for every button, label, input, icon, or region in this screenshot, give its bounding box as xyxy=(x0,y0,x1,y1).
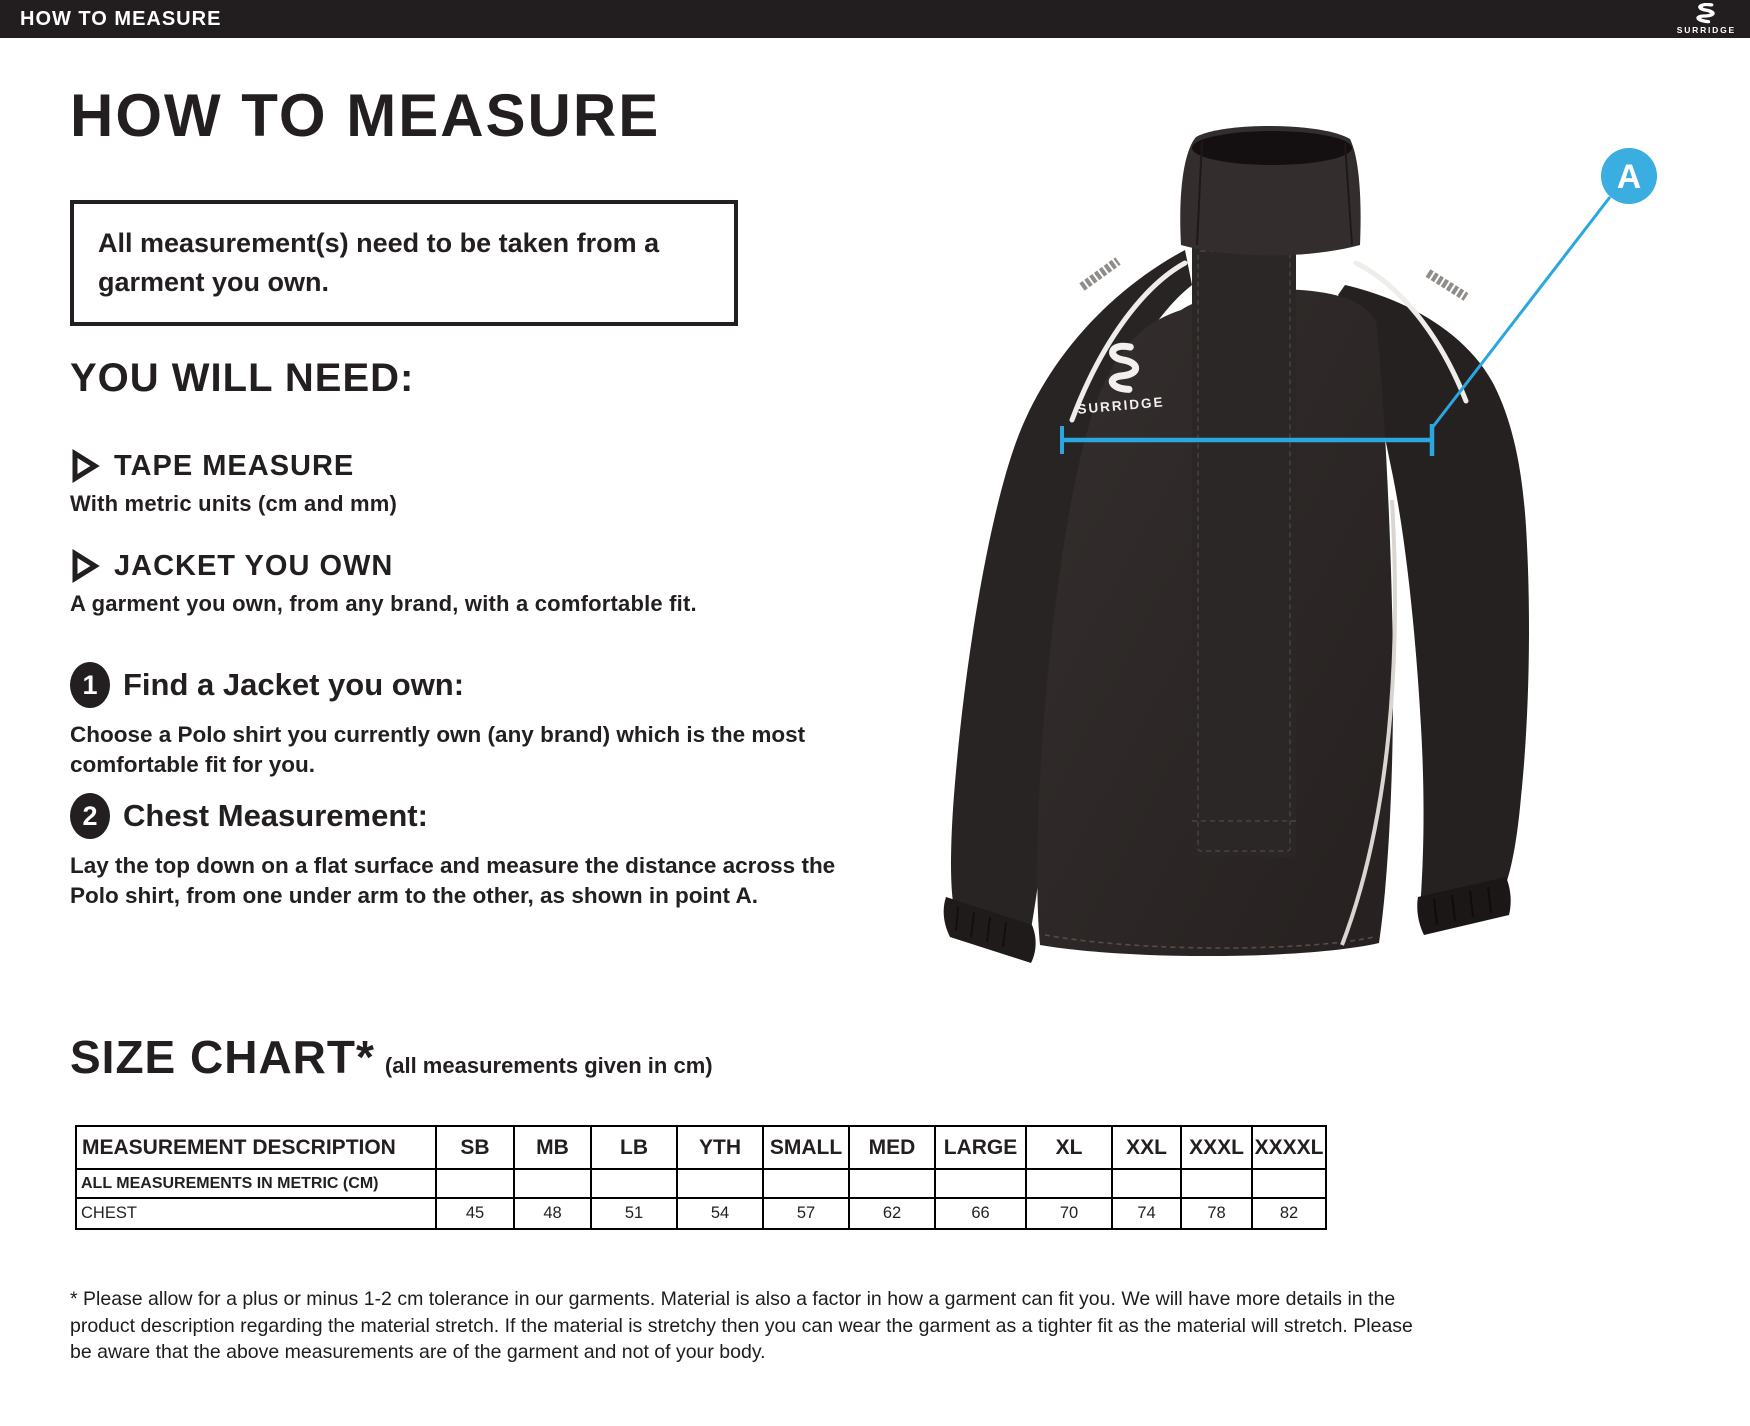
marker-a-label: A xyxy=(1616,158,1642,196)
col-header: XL xyxy=(1026,1126,1112,1169)
size-chart-subtitle: (all measurements given in cm) xyxy=(384,1053,713,1078)
metric-row-label: ALL MEASUREMENTS IN METRIC (CM) xyxy=(76,1169,436,1198)
collar-opening xyxy=(1192,131,1352,165)
value-cell: 54 xyxy=(677,1198,763,1229)
value-cell: 51 xyxy=(591,1198,677,1229)
value-cell: 78 xyxy=(1181,1198,1252,1229)
step-1 xyxy=(70,662,860,780)
empty-cell xyxy=(591,1169,677,1198)
value-cell: 45 xyxy=(436,1198,514,1229)
surridge-wordmark: SURRIDGE xyxy=(1676,25,1736,36)
window-title: HOW TO MEASURE xyxy=(20,7,222,30)
empty-cell xyxy=(436,1169,514,1198)
value-cell: 57 xyxy=(763,1198,849,1229)
table-metric-row xyxy=(76,1169,1326,1198)
surridge-logo xyxy=(1677,3,1736,35)
empty-cell xyxy=(514,1169,591,1198)
table-header-row xyxy=(76,1126,1326,1169)
surridge-s-icon xyxy=(1693,3,1719,25)
zip-placket xyxy=(1192,245,1296,857)
empty-cell xyxy=(935,1169,1026,1198)
notice-text: All measurement(s) need to be taken from a garment you own. xyxy=(98,228,660,298)
step-desc: Lay the top down on a flat surface and measure the distance across the Polo shirt, from one under arm to the other, as shown in point A. xyxy=(70,853,836,908)
need-item-desc: With metric units (cm and mm) xyxy=(70,491,398,516)
row-label: CHEST xyxy=(76,1198,436,1229)
col-header: SMALL xyxy=(763,1126,849,1169)
size-chart-heading xyxy=(70,1030,713,1084)
value-cell: 48 xyxy=(514,1198,591,1229)
value-cell: 66 xyxy=(935,1198,1026,1229)
empty-cell xyxy=(1252,1169,1326,1198)
size-chart-table xyxy=(75,1125,1327,1230)
step-number-badge: 2 xyxy=(70,793,110,839)
need-item-title: JACKET YOU OWN xyxy=(114,549,394,582)
left-reflective-strip xyxy=(1082,261,1118,287)
col-header: MED xyxy=(849,1126,935,1169)
step-title: Chest Measurement: xyxy=(123,798,428,833)
need-item-tape-measure xyxy=(70,448,397,517)
notice-box xyxy=(70,200,738,326)
step-desc: Choose a Polo shirt you currently own (any brand) which is the most comfortable fit for you. xyxy=(70,722,806,777)
col-header: XXXL xyxy=(1181,1126,1252,1169)
col-header: LARGE xyxy=(935,1126,1026,1169)
empty-cell xyxy=(763,1169,849,1198)
col-header: MB xyxy=(514,1126,591,1169)
col-header: YTH xyxy=(677,1126,763,1169)
empty-cell xyxy=(1112,1169,1181,1198)
page-title: HOW TO MEASURE xyxy=(70,82,661,149)
step-title: Find a Jacket you own: xyxy=(123,667,465,702)
right-reflective-strip xyxy=(1428,273,1466,297)
value-cell: 74 xyxy=(1112,1198,1181,1229)
top-bar xyxy=(0,0,1750,38)
step-number-badge: 1 xyxy=(70,662,110,708)
empty-cell xyxy=(1026,1169,1112,1198)
triangle-bullet-icon xyxy=(70,548,100,584)
col-header: XXXXL xyxy=(1252,1126,1326,1169)
jacket-logo-text: SURRIDGE xyxy=(1076,394,1166,417)
step-2 xyxy=(70,793,860,911)
need-item-jacket xyxy=(70,548,697,617)
col-header: MEASUREMENT DESCRIPTION xyxy=(76,1126,436,1169)
size-chart-title: SIZE CHART* xyxy=(70,1031,375,1083)
jacket-diagram xyxy=(840,95,1720,975)
you-will-need-heading: YOU WILL NEED: xyxy=(70,356,415,400)
need-item-desc: A garment you own, from any brand, with a comfortable fit. xyxy=(70,591,697,616)
triangle-bullet-icon xyxy=(70,448,100,484)
col-header: SB xyxy=(436,1126,514,1169)
empty-cell xyxy=(1181,1169,1252,1198)
jacket-illustration xyxy=(840,95,1720,975)
need-item-title: TAPE MEASURE xyxy=(114,449,355,482)
empty-cell xyxy=(677,1169,763,1198)
footnote: * Please allow for a plus or minus 1-2 cm tolerance in our garments. Material is also a factor in how a garment can fit you. We will have more details in the product description regarding the material stretch. If the material is stretchy then you can wear the garment as a tighter fit as the material will stretch. Please be aware that the above measurements are of the garment and not of your body. xyxy=(70,1288,1413,1364)
col-header: LB xyxy=(591,1126,677,1169)
value-cell: 62 xyxy=(849,1198,935,1229)
col-header: XXL xyxy=(1112,1126,1181,1169)
marker-a-leader-line xyxy=(1432,197,1610,428)
table-chest-row xyxy=(76,1198,1326,1229)
empty-cell xyxy=(849,1169,935,1198)
value-cell: 82 xyxy=(1252,1198,1326,1229)
value-cell: 70 xyxy=(1026,1198,1112,1229)
